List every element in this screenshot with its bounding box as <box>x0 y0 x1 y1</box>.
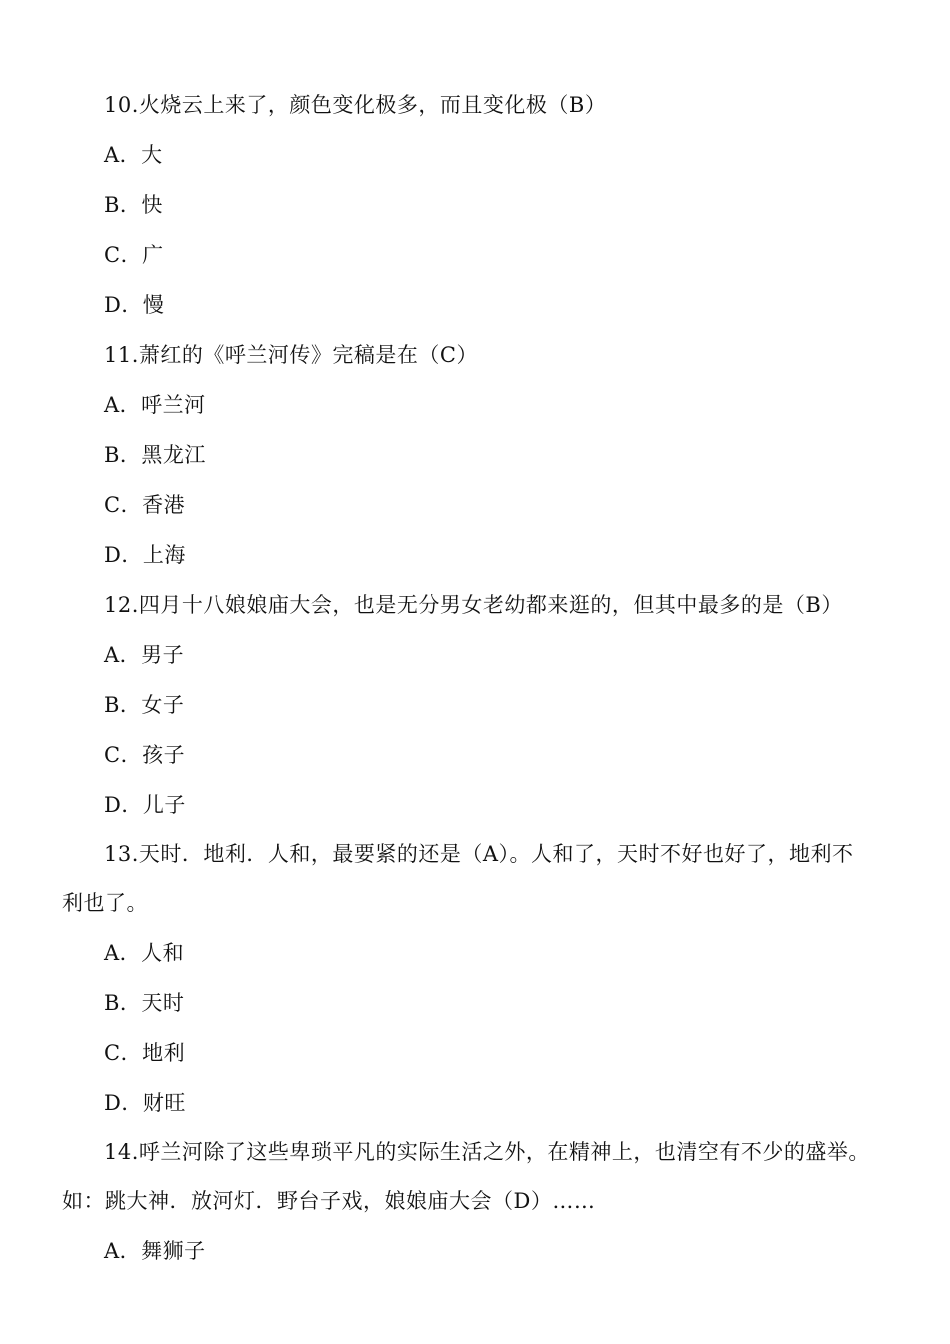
question-13-option-a: A．人和 <box>104 941 185 965</box>
question-13-stem-line-2: 利也了。 <box>62 891 148 915</box>
question-14-stem-line-2: 如：跳大神．放河灯．野台子戏，娘娘庙大会（D）…… <box>62 1189 596 1213</box>
question-11-option-d: D．上海 <box>104 543 186 567</box>
question-14-option-a: A．舞狮子 <box>104 1239 206 1263</box>
question-13-option-c: C．地利 <box>104 1041 186 1065</box>
question-11-option-b: B．黑龙江 <box>104 443 206 467</box>
question-11-option-a: A．呼兰河 <box>104 393 206 417</box>
question-14-stem-line-1: 14.呼兰河除了这些卑琐平凡的实际生活之外，在精神上，也清空有不少的盛举。 <box>104 1140 870 1164</box>
question-12-option-d: D．儿子 <box>104 793 186 817</box>
question-13-stem-line-1: 13.天时．地利．人和，最要紧的还是（A）。人和了，天时不好也好了，地利不 <box>104 842 854 866</box>
question-11-stem: 11.萧红的《呼兰河传》完稿是在（C） <box>104 343 478 367</box>
question-12-option-a: A．男子 <box>104 643 185 667</box>
question-12-stem: 12.四月十八娘娘庙大会，也是无分男女老幼都来逛的，但其中最多的是（B） <box>104 593 843 617</box>
question-10-option-b: B．快 <box>104 193 163 217</box>
question-10-stem: 10.火烧云上来了，颜色变化极多，而且变化极（B） <box>104 93 607 117</box>
question-10-option-a: A．大 <box>104 143 163 167</box>
question-12-option-b: B．女子 <box>104 693 185 717</box>
question-10-option-c: C．广 <box>104 243 164 267</box>
question-13-option-b: B．天时 <box>104 991 185 1015</box>
question-11-option-c: C．香港 <box>104 493 186 517</box>
question-13-option-d: D．财旺 <box>104 1091 186 1115</box>
question-10-option-d: D．慢 <box>104 293 165 317</box>
question-12-option-c: C．孩子 <box>104 743 186 767</box>
